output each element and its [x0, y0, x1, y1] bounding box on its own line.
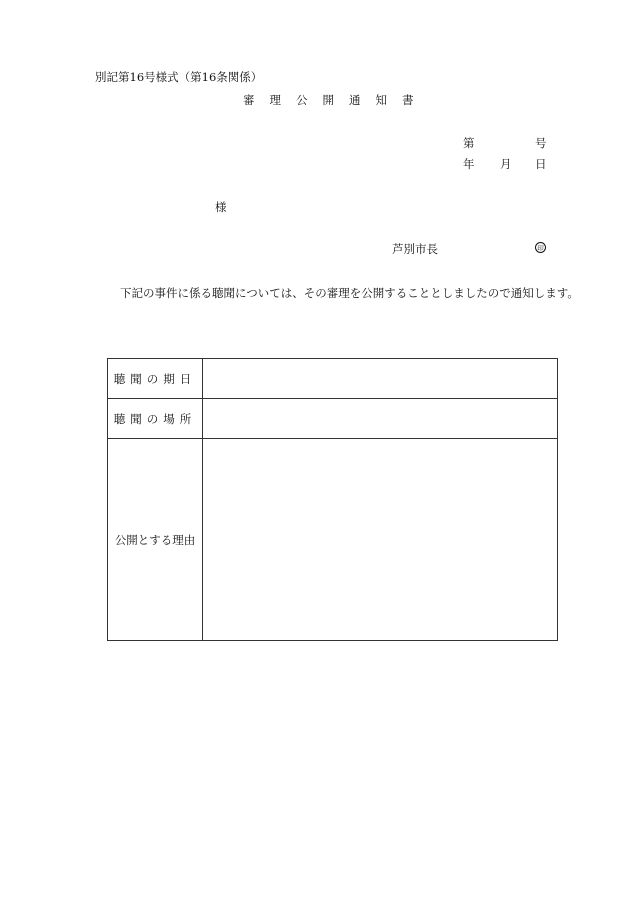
recipient-honorific: 様 [215, 200, 227, 214]
issuer-name: 芦別市長 [392, 242, 438, 256]
table-row [108, 399, 558, 439]
hearing-date-value [203, 359, 558, 399]
hearing-details-table [107, 358, 558, 641]
table-row [108, 359, 558, 399]
hearing-place-value [203, 399, 558, 439]
table-row [108, 439, 558, 641]
seal-icon: 印 [535, 242, 546, 253]
hearing-date-label: 聴聞の期日 [108, 359, 203, 399]
document-number-label: 第 [463, 136, 475, 150]
hearing-place-label: 聴聞の場所 [108, 399, 203, 439]
document-number-suffix: 号 [535, 136, 547, 150]
date-day-label: 日 [535, 157, 547, 171]
notice-body-text: 下記の事件に係る聴聞については、その審理を公開することとしましたので通知します。 [120, 286, 579, 300]
document-title: 審理公開通知書 [243, 93, 429, 107]
disclosure-reason-label: 公開とする理由 [108, 439, 203, 641]
disclosure-reason-value [203, 439, 558, 641]
form-number: 別記第16号様式（第16条関係） [95, 70, 263, 84]
date-month-label: 月 [500, 157, 512, 171]
date-year-label: 年 [463, 157, 475, 171]
